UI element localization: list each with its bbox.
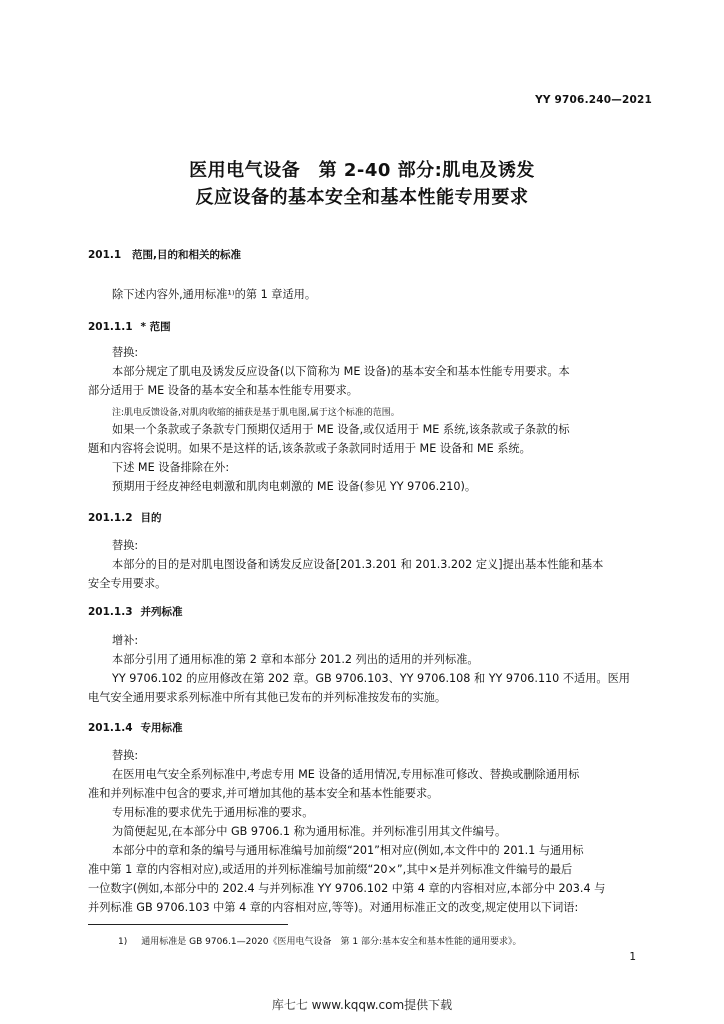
section-title: * 范围	[140, 321, 171, 333]
section-number: 201.1.2	[88, 512, 133, 524]
paragraph-continued: 一位数字(例如,本部分中的 202.4 与并列标准 YY 9706.102 中第 4 章的内容相对应,本部分中 203.4 与	[88, 882, 606, 895]
paragraph: 除下述内容外,通用标准¹⁾的第 1 章适用。	[112, 288, 317, 301]
paragraph: 专用标准的要求优先于通用标准的要求。	[112, 806, 314, 819]
section-heading-201-1-2	[88, 510, 162, 525]
section-heading-201-1-3	[88, 604, 183, 619]
paragraph: 在医用电气安全系列标准中,考虑专用 ME 设备的适用情况,专用标准可修改、替换或删除通用标	[112, 768, 580, 781]
paragraph: 如果一个条款或子条款专门预期仅适用于 ME 设备,或仅适用于 ME 系统,该条款或子条款的标	[112, 423, 570, 436]
paragraph-continued: 准和并列标准中包含的要求,并可增加其他的基本安全和基本性能要求。	[88, 787, 439, 800]
document-title-line-1: 医用电气设备 第 2-40 部分:肌电及诱发	[189, 160, 535, 181]
replace-label: 替换:	[112, 749, 139, 762]
paragraph: 本部分的目的是对肌电图设备和诱发反应设备[201.3.201 和 201.3.202 定义]提出基本性能和基本	[112, 558, 604, 571]
paragraph-continued: 题和内容将会说明。如果不是这样的话,该条款或子条款同时适用于 ME 设备和 ME 系统。	[88, 442, 531, 455]
section-title: 专用标准	[140, 722, 183, 734]
section-heading-201-1-1	[88, 319, 171, 334]
paragraph: YY 9706.102 的应用修改在第 202 章。GB 9706.103、YY 9706.108 和 YY 9706.110 不适用。医用	[112, 672, 630, 685]
footnote-divider	[88, 924, 288, 925]
paragraph: 本部分引用了通用标准的第 2 章和本部分 201.2 列出的适用的并列标准。	[112, 653, 479, 666]
section-number: 201.1.1	[88, 321, 133, 333]
paragraph: 本部分中的章和条的编号与通用标准编号加前缀“201”相对应(例如,本文件中的 201.1 与通用标	[112, 844, 584, 857]
section-number: 201.1.4	[88, 722, 133, 734]
paragraph: 本部分规定了肌电及诱发反应设备(以下简称为 ME 设备)的基本安全和基本性能专用要求。本	[112, 365, 570, 378]
note: 注:肌电反馈设备,对肌肉收缩的捕获是基于肌电图,属于这个标准的范围。	[112, 408, 400, 418]
document-title-line-2: 反应设备的基本安全和基本性能专用要求	[195, 187, 529, 208]
section-number: 201.1	[88, 249, 122, 261]
paragraph: 为简便起见,在本部分中 GB 9706.1 称为通用标准。并列标准引用其文件编号。	[112, 825, 507, 838]
replace-label: 替换:	[112, 539, 139, 552]
section-title: 目的	[140, 512, 162, 524]
paragraph: 下述 ME 设备排除在外:	[112, 461, 230, 474]
add-label: 增补:	[112, 634, 139, 647]
paragraph-continued: 准中第 1 章的内容相对应),或适用的并列标准编号加前缀“20×”,其中×是并列标准文件编号的最后	[88, 863, 573, 876]
section-title: 并列标准	[140, 606, 183, 618]
section-heading-201-1	[88, 247, 241, 262]
paragraph-continued: 并列标准 GB 9706.103 中第 4 章的内容相对应,等等)。对通用标准正文的改变,规定使用以下词语:	[88, 901, 579, 914]
paragraph-continued: 安全专用要求。	[88, 577, 167, 590]
download-footer: 库七七 www.kqqw.com提供下载	[271, 998, 453, 1012]
paragraph: 预期用于经皮神经电刺激和肌肉电刺激的 ME 设备(参见 YY 9706.210)。	[112, 480, 477, 493]
section-title: 范围,目的和相关的标准	[132, 249, 241, 261]
paragraph-continued: 部分适用于 ME 设备的基本安全和基本性能专用要求。	[88, 384, 358, 397]
section-number: 201.1.3	[88, 606, 133, 618]
page-number: 1	[629, 951, 636, 963]
footnote-text: 通用标准是 GB 9706.1—2020《医用电气设备 第 1 部分:基本安全和基本性能的通用要求》。	[141, 937, 522, 947]
paragraph-continued: 电气安全通用要求系列标准中所有其他已发布的并列标准按发布的实施。	[88, 691, 447, 704]
section-heading-201-1-4	[88, 720, 183, 735]
footnote-mark: 1)	[118, 937, 128, 947]
standard-code: YY 9706.240—2021	[535, 94, 652, 106]
replace-label: 替换:	[112, 346, 139, 359]
footnote	[118, 934, 522, 947]
